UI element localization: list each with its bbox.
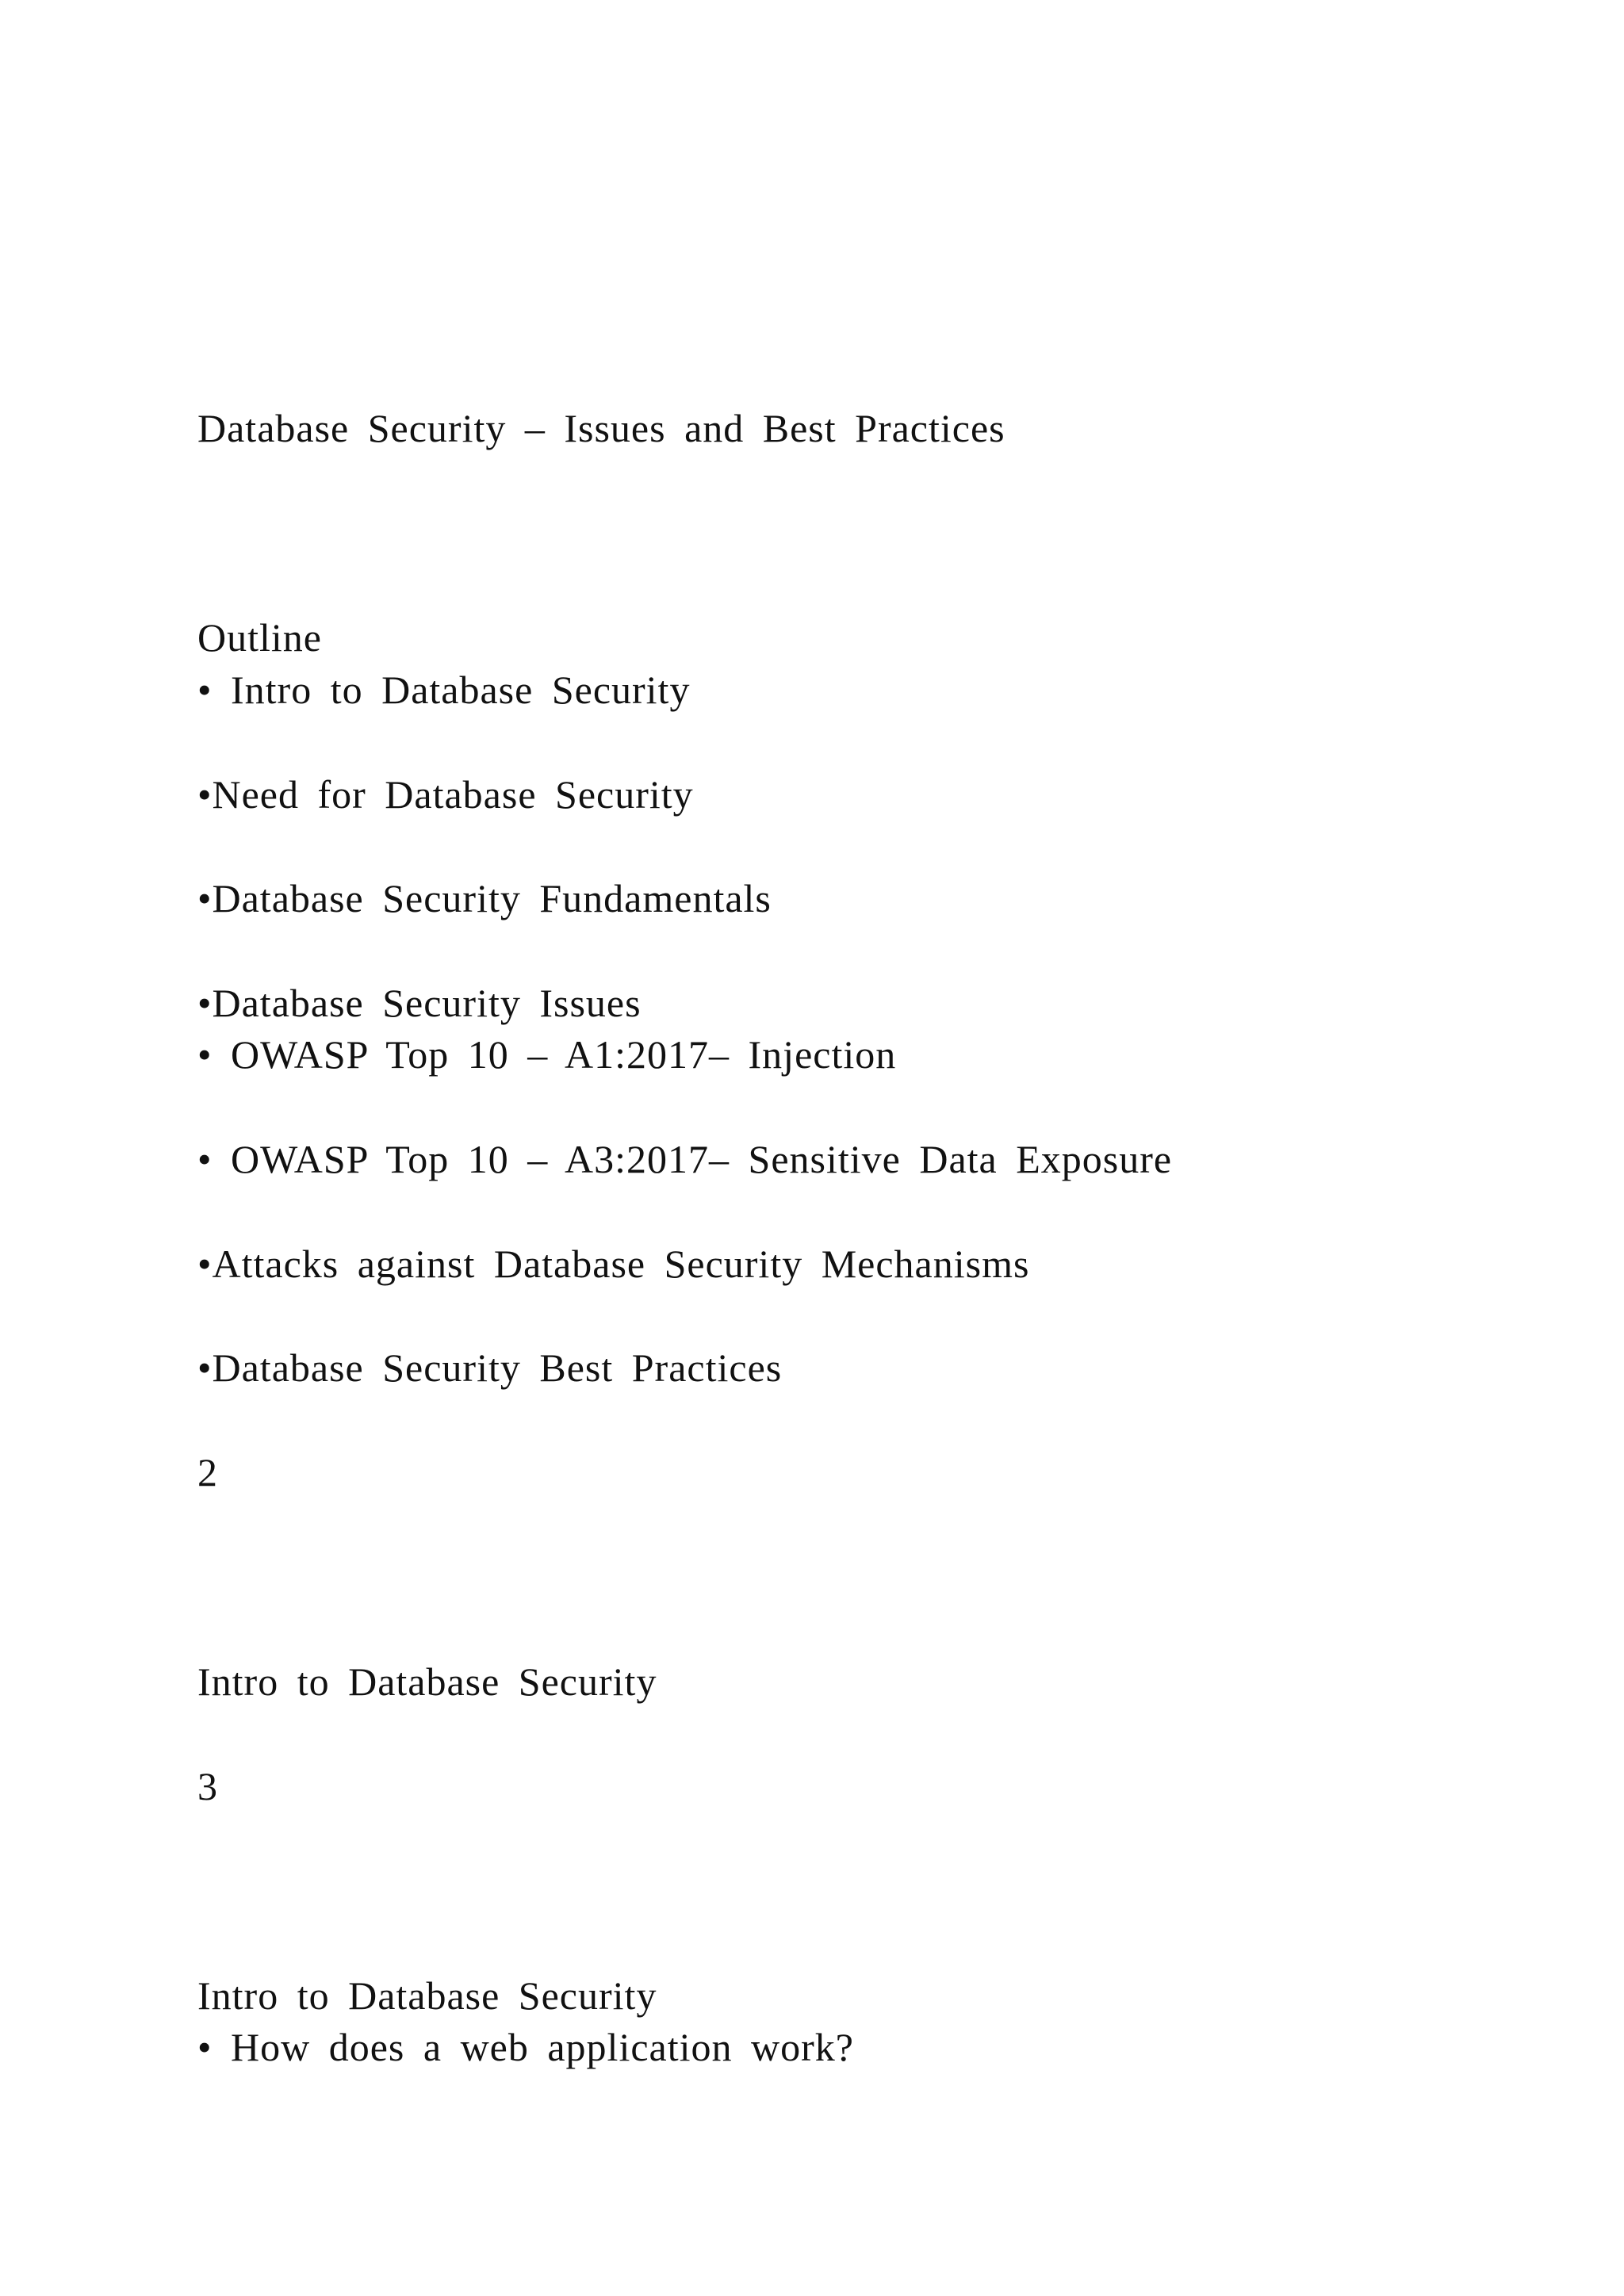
outline-item: • OWASP Top 10 – A3:2017– Sensitive Data Exposure — [197, 1137, 1173, 1181]
outline-item: •Database Security Best Practices — [197, 1345, 783, 1390]
page-number: 3 — [197, 1764, 218, 1808]
outline-item: • Intro to Database Security — [197, 668, 691, 712]
outline-item: •Database Security Issues — [197, 981, 642, 1025]
document-title: Database Security – Issues and Best Practices — [197, 406, 1005, 450]
page-number: 2 — [197, 1450, 218, 1494]
outline-item: •Attacks against Database Security Mechanisms — [197, 1242, 1030, 1286]
outline-item: • OWASP Top 10 – A1:2017– Injection — [197, 1032, 897, 1077]
section-heading: Intro to Database Security — [197, 1659, 657, 1704]
outline-heading: Outline — [197, 615, 322, 660]
outline-item: •Need for Database Security — [197, 772, 694, 817]
section-heading: Intro to Database Security — [197, 1973, 657, 2018]
bullet-item: • How does a web application work? — [197, 2025, 854, 2069]
outline-item: •Database Security Fundamentals — [197, 876, 772, 920]
